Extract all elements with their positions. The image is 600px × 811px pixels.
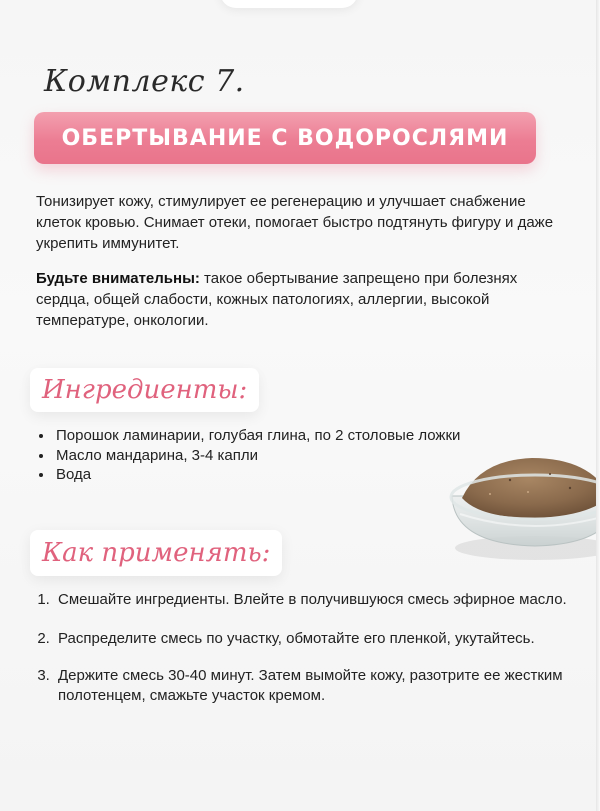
- steps-list: [34, 590, 579, 706]
- list-item: • Порошок ламинарии, голубая глина, по 2 столовые ложки: [54, 426, 460, 446]
- complex-title: Комплекс 7.: [44, 64, 245, 99]
- banner-title: ОБЕРТЫВАНИЕ С ВОДОРОСЛЯМИ: [61, 125, 509, 151]
- ingredients-title: Ингредиенты:: [42, 375, 248, 405]
- warning-label: Будьте внимательны:: [36, 270, 200, 287]
- list-item: 1. Смешайте ингредиенты. Влейте в получившуюся смесь эфирное масло.: [54, 590, 579, 610]
- how-to-heading: [30, 530, 282, 576]
- ingredients-heading: [30, 368, 259, 412]
- list-item: • Масло мандарина, 3-4 капли: [54, 446, 460, 466]
- title-banner: [34, 112, 536, 164]
- powder-bowl-image: [440, 452, 600, 562]
- intro-paragraph: Тонизирует кожу, стимулирует ее регенерацию и улучшает снабжение клеток кровью. Снимает отеки, помогает быстро подтянуть фигуру и даже укрепить иммунитет.: [36, 193, 554, 252]
- warning-text: такое обертывание запрещено при болезнях сердца, общей слабости, кожных патологиях, аллергии, высокой температуре, онкологии.: [36, 270, 518, 329]
- list-item: 2. Распределите смесь по участку, обмотайте его пленкой, укутайтесь.: [54, 629, 579, 649]
- page-edge: [596, 0, 600, 811]
- ingredients-list: [36, 426, 460, 485]
- how-to-title: Как применять:: [42, 538, 271, 568]
- list-item: • Вода: [54, 465, 460, 485]
- warning-paragraph: [36, 268, 566, 331]
- list-item: 3. Держите смесь 30-40 минут. Затем вымойте кожу, разотрите ее жестким полотенцем, смажьте участок кремом.: [54, 666, 579, 706]
- top-tab: [220, 0, 358, 8]
